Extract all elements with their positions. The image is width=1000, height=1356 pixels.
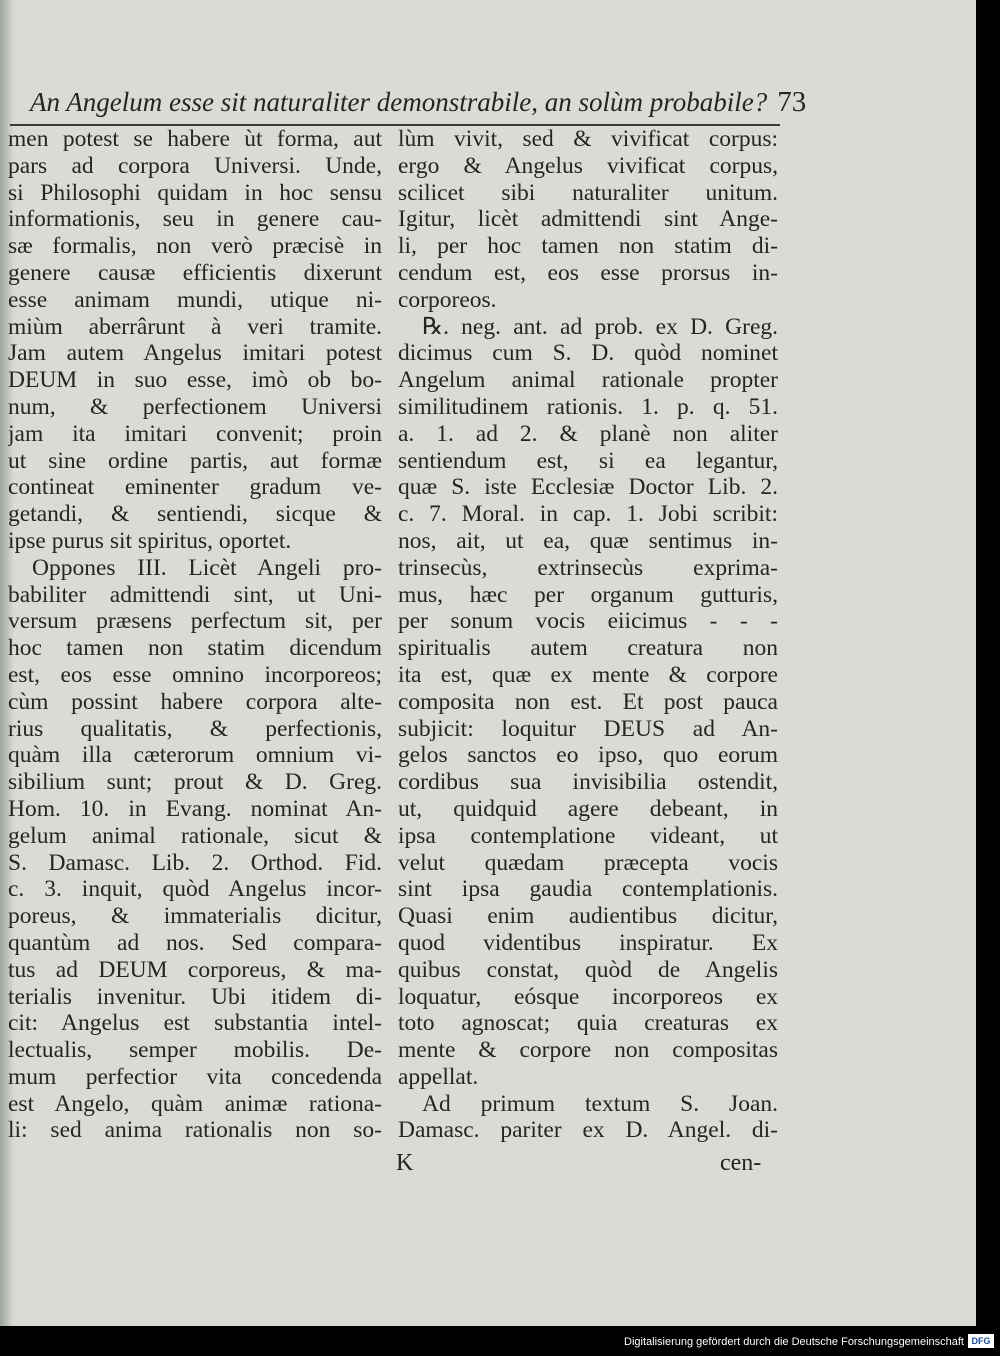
text-line: c. 3. inquit, quòd Angelus incor- <box>8 876 382 903</box>
text-line: ipsa contemplatione videant, ut <box>398 822 778 849</box>
text-line: cendum est, eos esse prorsus in- <box>398 259 778 286</box>
text-line: S. Damasc. Lib. 2. Orthod. Fid. <box>8 849 382 876</box>
text-line: mum perfectior vita concedenda <box>8 1063 382 1090</box>
page-number: 73 <box>777 86 807 118</box>
text-line: Igitur, licèt admittendi sint Ange- <box>398 206 778 233</box>
text-line: scilicet sibi naturaliter unitum. <box>398 179 778 206</box>
text-line: men potest se habere ùt forma, aut <box>8 126 382 152</box>
text-line: nos, ait, ut ea, quæ sentimus in- <box>398 527 778 554</box>
footer-bar <box>0 1326 1000 1356</box>
text-line: versum præsens perfectum sit, per <box>8 608 382 635</box>
text-line: gelos sanctos eo ipso, quo eorum <box>398 742 778 769</box>
dfg-logo: DFG <box>968 1334 994 1348</box>
text-line: poreus, & immaterialis dicitur, <box>8 903 382 930</box>
text-line: Hom. 10. in Evang. nominat An- <box>8 795 382 822</box>
right-text-column <box>398 126 778 1144</box>
text-line: sæ formalis, non verò præcisè in <box>8 233 382 260</box>
text-line: cordibus sua invisibilia ostendit, <box>398 769 778 796</box>
text-line: cit: Angelus est substantia intel- <box>8 1010 382 1037</box>
text-line: est, eos esse omnino incorporeos; <box>8 661 382 688</box>
text-line: dicimus cum S. D. quòd nominet <box>398 340 778 367</box>
text-line: ut, quidquid agere debeant, in <box>398 795 778 822</box>
text-line: getandi, & sentiendi, sicque & <box>8 501 382 528</box>
text-line: toto agnoscat; quia creaturas ex <box>398 1010 778 1037</box>
text-line: quàm illa cæterorum omnium vi- <box>8 742 382 769</box>
text-line: mente & corpore non compositas <box>398 1037 778 1064</box>
text-line: li, per hoc tamen non statim di- <box>398 233 778 260</box>
text-line: esse animam mundi, utique ni- <box>8 286 382 313</box>
text-line: c. 7. Moral. in cap. 1. Jobi scribit: <box>398 501 778 528</box>
text-line: ergo & Angelus vivificat corpus, <box>398 152 778 179</box>
footer-credit: Digitalisierung gefördert durch die Deutsche Forschungsgemeinschaft <box>624 1336 964 1348</box>
text-line: hoc tamen non statim dicendum <box>8 635 382 662</box>
text-line: cùm possint habere corpora alte- <box>8 688 382 715</box>
running-head-title: An Angelum esse sit naturaliter demonstrabile, an solùm probabile? <box>30 87 768 117</box>
text-line: quibus constat, quòd de Angelis <box>398 956 778 983</box>
text-line: tus ad DEUM corporeus, & ma- <box>8 956 382 983</box>
left-text-column <box>8 126 382 1144</box>
text-line: Quasi enim audientibus dicitur, <box>398 903 778 930</box>
text-line: subjicit: loquitur DEUS ad An- <box>398 715 778 742</box>
text-line: sibilium sunt; prout & D. Greg. <box>8 769 382 796</box>
text-line: contineat eminenter gradum ve- <box>8 474 382 501</box>
text-line: a. 1. ad 2. & planè non aliter <box>398 420 778 447</box>
text-line: miùm aberrârunt à veri tramite. <box>8 313 382 340</box>
text-line: spiritualis autem creatura non <box>398 635 778 662</box>
text-line: similitudinem rationis. 1. p. q. 51. <box>398 393 778 420</box>
text-line: quæ S. iste Ecclesiæ Doctor Lib. 2. <box>398 474 778 501</box>
text-line: ut sine ordine partis, aut formæ <box>8 447 382 474</box>
text-line: jam ita imitari convenit; proin <box>8 420 382 447</box>
text-line: quod videntibus inspiratur. Ex <box>398 929 778 956</box>
text-line: appellat. <box>398 1063 479 1090</box>
text-line: DEUM in suo esse, imò ob bo- <box>8 367 382 394</box>
text-line: mus, hæc per organum gutturis, <box>398 581 778 608</box>
text-line: terialis invenitur. Ubi itidem di- <box>8 983 382 1010</box>
running-head <box>30 82 807 122</box>
text-line: rius qualitatis, & perfectionis, <box>8 715 382 742</box>
text-line: pars ad corpora Universi. Unde, <box>8 152 382 179</box>
text-line: si Philosophi quidam in hoc sensu <box>8 179 382 206</box>
text-line: li: sed anima rationalis non so- <box>8 1117 382 1144</box>
text-line: ipse purus sit spiritus, oportet. <box>8 527 292 554</box>
text-line: lùm vivit, sed & vivificat corpus: <box>398 126 778 152</box>
text-line: Jam autem Angelus imitari potest <box>8 340 382 367</box>
text-line: informationis, seu in genere cau- <box>8 206 382 233</box>
text-line: genere causæ efficientis dixerunt <box>8 259 382 286</box>
text-line: loquatur, eósque incorporeos ex <box>398 983 778 1010</box>
text-line: lectualis, semper mobilis. De- <box>8 1037 382 1064</box>
text-line: quantùm ad nos. Sed compara- <box>8 929 382 956</box>
text-line: Ad primum textum S. Joan. <box>422 1090 778 1117</box>
text-line: trinsecùs, extrinsecùs exprima- <box>398 554 778 581</box>
text-line: Damasc. pariter ex D. Angel. di- <box>398 1117 778 1144</box>
text-line: est Angelo, quàm animæ rationa- <box>8 1090 382 1117</box>
text-line: sint ipsa gaudia contemplationis. <box>398 876 778 903</box>
text-line: corporeos. <box>398 286 497 313</box>
catchword: cen- <box>720 1150 762 1176</box>
text-line: sentiendum est, si ea legantur, <box>398 447 778 474</box>
text-line: Oppones III. Licèt Angeli pro- <box>32 554 382 581</box>
text-line: composita non est. Et post pauca <box>398 688 778 715</box>
text-line: Angelum animal rationale propter <box>398 367 778 394</box>
text-line: gelum animal rationale, sicut & <box>8 822 382 849</box>
text-line: ℞. neg. ant. ad prob. ex D. Greg. <box>422 313 778 340</box>
text-line: velut quædam præcepta vocis <box>398 849 778 876</box>
text-line: ita est, quæ ex mente & corpore <box>398 661 778 688</box>
text-line: per sonum vocis eiicimus - - - <box>398 608 778 635</box>
text-line: num, & perfectionem Universi <box>8 393 382 420</box>
text-line: babiliter admittendi sint, ut Uni- <box>8 581 382 608</box>
signature-mark: K <box>396 1150 414 1176</box>
